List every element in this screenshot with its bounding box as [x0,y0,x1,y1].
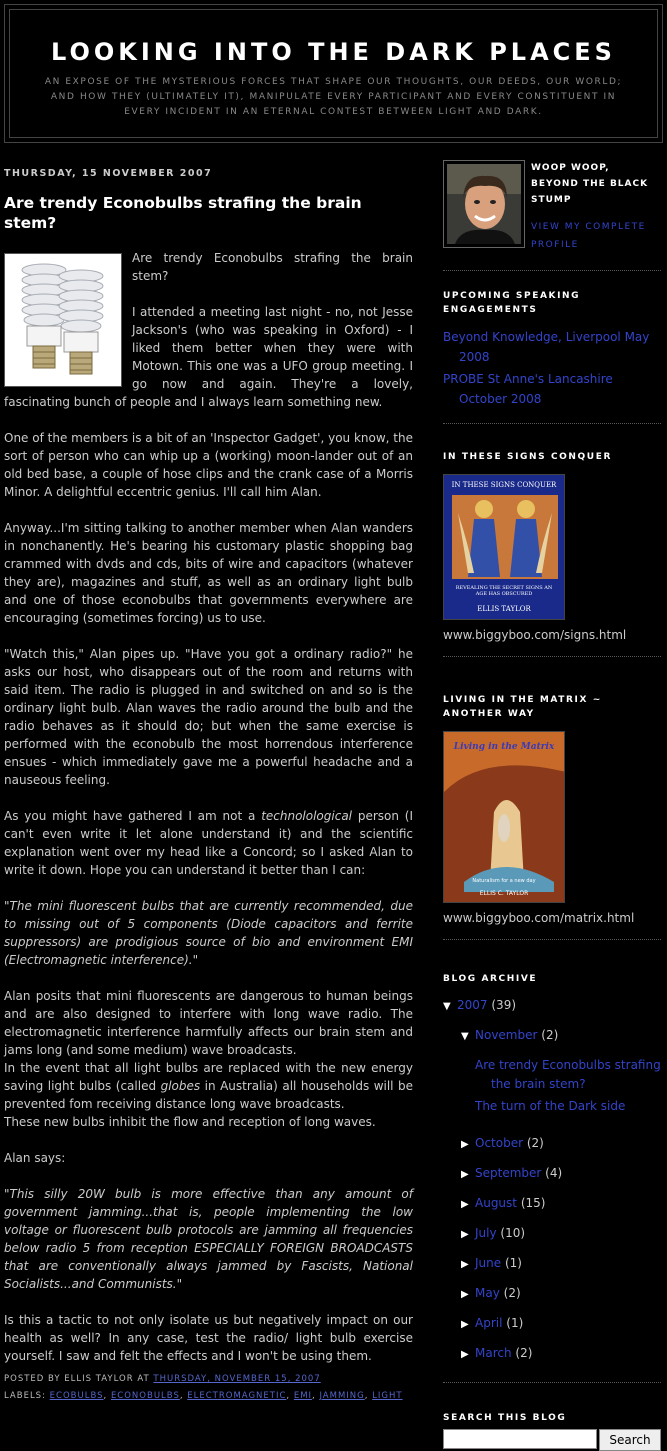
main-column [4,168,413,1405]
quote-text: "The mini fluorescent bulbs that are currently recommended, due to missing out of 5 components (Diode capacitors and ferrite suppressors) are prodigious source of bio and environment EMI (Electromagnetic interference)." [4,899,413,967]
post-byline [4,1371,413,1388]
archive-month-link[interactable]: August [475,1196,517,1210]
search-button[interactable]: Search [599,1429,661,1451]
post-paragraph: I attended a meeting last night - no, not Jesse Jackson's (who was speaking in Oxford) - I liked them better when they were with Motown. This one was a UFO group meeting. I go now and again. They're a lovely, fascinating bunch of people and I always learn something new. [4,305,413,409]
archive-month-link[interactable]: March [475,1346,512,1360]
archive-month-row [443,1344,661,1364]
blog-header [4,4,663,143]
post-paragraph: Is this a tactic to not only isolate us but negatively impact on our health as well? In any case, test the radio/ light bulb exercise yourself. I saw and felt the effects and I won't be using them. [4,1313,413,1363]
archive-month-row [443,1026,661,1046]
archive-post-link[interactable]: The turn of the Dark side [475,1099,626,1113]
speaking-link[interactable]: PROBE St Anne's Lancashire October 2008 [443,372,613,406]
archive-month-count: (10) [500,1226,526,1240]
quote-text: "This silly 20W bulb is more effective than any amount of government jamming...that is, people implementing the low voltage or fluorescent bulb protocols are jamming all frequencies below radio 5 from reception ESPECIALLY FOREIGN BROADCASTS that are conventionally always jammed by Fascists, National Socialists...and Communists." [4,1187,413,1291]
labels-label: LABELS: [4,1391,46,1401]
quote [4,1185,413,1293]
blog-description: AN EXPOSE OF THE MYSTERIOUS FORCES THAT SHAPE OUR THOUGHTS, OUR DEEDS, OUR WORLD; AND HOW THEY (ULTIMATELY IT), MANIPULATE EVERY PARTICIPANT AND EVERY CONSTITUENT IN EVERY INCIDENT IN AN ETERNAL CONTEST BETWEEN LIGHT AND DARK. [44,77,623,117]
archive-month-row [443,1164,661,1184]
archive-month-row [443,1194,661,1214]
collapsed-arrow-icon[interactable]: ▶ [461,1319,469,1330]
expanded-arrow-icon[interactable]: ▼ [443,1001,451,1012]
book1-widget [443,442,661,657]
archive-year-link[interactable]: 2007 [457,998,488,1012]
book2-url: www.biggyboo.com/matrix.html [443,911,635,925]
avatar[interactable] [443,160,525,248]
label-link[interactable]: EMI [293,1391,313,1401]
post-labels: LABELS: ECOBULBS, ECONOBULBS, ELECTROMAGNETIC, EMI, JAMMING, LIGHT [4,1391,403,1401]
text-run: in Australia) all households will be prevented fom receiving distance long wave broadcasts. [4,1079,414,1111]
archive-month-link[interactable]: April [475,1316,503,1330]
post-paragraph: One of the members is a bit of an 'Inspector Gadget', you know, the sort of person who can whip up a (working) moon-lander out of an old bed base, a couple of hose clips and the crank case of a Morris Minor. A delightful eccentric genius. I'll call him Alan. [4,431,413,499]
blog-title[interactable]: LOOKING INTO THE DARK PLACES [51,38,616,66]
post-date: THURSDAY, 15 NOVEMBER 2007 [4,168,213,179]
archive-month-link[interactable]: November [475,1028,538,1042]
post-footer [4,1371,413,1405]
book1-cover[interactable] [443,474,565,620]
emphasis: globes [160,1079,201,1093]
sidebar [443,160,661,1451]
archive-month-count: (2) [503,1286,521,1300]
archive-month-row [443,1224,661,1244]
archive-year-count: (39) [491,998,517,1012]
archive-month-link[interactable]: October [475,1136,524,1150]
profile-name: WOOP WOOP, BEYOND THE BLACK STUMP [531,163,649,205]
text-run: person (I can't even write it let alone understand it) and the scientific explanation went over my head like a Concord; so I asked Alan to write it down. Hope you can understand it better than I can: [4,809,414,877]
search-box [443,1429,661,1451]
archive-month-row [443,1284,661,1304]
book1-cover-subtitle: REVEALING THE SECRET SIGNS AN AGE HAS OBSCURED [455,585,553,597]
post-paragraph: Alan posits that mini fluorescents are dangerous to human beings and are also designed to interfere with long wave radio. The electromagnetic interference harmfully affects our brain stem and jams long (and some medium) wave broadcasts. [4,989,413,1057]
profile-widget [443,160,661,271]
speaking-widget [443,289,661,424]
post-paragraph [4,807,413,879]
widget-title: UPCOMING SPEAKING ENGAGEMENTS [443,291,581,315]
archive-month-count: (1) [504,1256,522,1270]
archive-month-count: (1) [506,1316,524,1330]
book2-cover-title: Living in the Matrix [453,742,555,752]
archive-month-count: (2) [515,1346,533,1360]
header-inner [9,9,658,138]
econobulb-icon [9,258,117,382]
book2-cover-subtitle: Naturalism for a new day [472,878,536,884]
post-body [4,249,413,1365]
archive-month-link[interactable]: September [475,1166,542,1180]
archive-month-row [443,1254,661,1274]
archive-month-link[interactable]: May [475,1286,500,1300]
post-title[interactable]: Are trendy Econobulbs strafing the brain stem? [4,194,362,232]
book1-url: www.biggyboo.com/signs.html [443,628,627,642]
post-paragraph: Anyway...I'm sitting talking to another member when Alan wanders in nonchanently. He's bearing his customary plastic shopping bag crammed with dvds and cds, bits of wire and capacitors (whatever they are), magazines and stuff, as well as an ordinary light bulb and one of those econobulbs that governments everywhere are encouraging (sometimes forcing) us to use. [4,521,413,625]
archive-month-link[interactable]: July [475,1226,497,1240]
view-profile-link[interactable]: VIEW MY COMPLETE PROFILE [531,222,646,250]
archive-month-row [443,1314,661,1334]
book1-cover-title: IN THESE SIGNS CONQUER [451,481,557,489]
post-paragraph: These new bulbs inhibit the flow and reception of long waves. [4,1115,376,1129]
archive-post-link[interactable]: Are trendy Econobulbs strafing the brain stem? [475,1058,661,1091]
label-link[interactable]: LIGHT [372,1391,403,1401]
post-paragraph [4,1059,413,1113]
book2-widget [443,675,661,940]
collapsed-arrow-icon[interactable]: ▶ [461,1289,469,1300]
label-link[interactable]: ELECTROMAGNETIC [187,1391,287,1401]
label-link[interactable]: ECOBULBS [49,1391,104,1401]
label-link[interactable]: ECONOBULBS [110,1391,180,1401]
book1-cover-author: ELLIS TAYLOR [477,605,531,613]
quote [4,897,413,969]
collapsed-arrow-icon[interactable]: ▶ [461,1229,469,1240]
post-paragraph: Alan says: [4,1151,66,1165]
archive-month-row [443,1134,661,1154]
archive-month-count: (15) [520,1196,546,1210]
speaking-link[interactable]: Beyond Knowledge, Liverpool May 2008 [443,330,650,364]
widget-title: IN THESE SIGNS CONQUER [443,452,612,462]
archive-year-row [443,996,661,1016]
post-paragraph: Are trendy Econobulbs strafing the brain stem? [132,251,413,283]
profile-info [531,160,661,254]
posted-by: POSTED BY ELLIS TAYLOR AT [4,1374,150,1384]
archive-month-link[interactable]: June [475,1256,502,1270]
collapsed-arrow-icon[interactable]: ▶ [461,1349,469,1360]
text-run: As you might have gathered I am not a [4,809,262,823]
angels-icon [444,493,565,581]
search-input[interactable] [443,1429,597,1449]
post-paragraph: "Watch this," Alan pipes up. "Have you got a ordinary radio?" he asks our host, who disappears out of the room and returns with said item. The radio is plugged in and switched on and so is the ordinary light bulb. Alan waves the radio around the bulb and the radio behaves as it should do; but when the same exercise is performed with the econobulb the most horrendous interference ensues - which immediately gave me a powerful headache and a nauseous feeling. [4,647,413,787]
avatar-photo-icon [447,164,521,244]
label-link[interactable]: JAMMING [319,1391,365,1401]
collapsed-arrow-icon[interactable]: ▶ [461,1139,469,1150]
emphasis: technolological [261,809,353,823]
widget-title: BLOG ARCHIVE [443,974,538,984]
expanded-arrow-icon[interactable]: ▼ [461,1031,469,1042]
archive-month-count: (4) [545,1166,563,1180]
archive-widget [443,958,661,1383]
text-run: In the event that all light bulbs are replaced with the new energy saving light bulbs (called [4,1061,413,1093]
search-widget [443,1401,661,1451]
collapsed-arrow-icon[interactable]: ▶ [461,1199,469,1210]
collapsed-arrow-icon[interactable]: ▶ [461,1169,469,1180]
book2-cover[interactable] [443,731,565,903]
archive-month-count: (2) [541,1028,559,1042]
widget-title: LIVING IN THE MATRIX ~ ANOTHER WAY [443,695,602,719]
collapsed-arrow-icon[interactable]: ▶ [461,1259,469,1270]
book2-cover-author: ELLIS C. TAYLOR [479,890,529,897]
archive-month-count: (2) [526,1136,544,1150]
post-timestamp-link[interactable]: THURSDAY, NOVEMBER 15, 2007 [153,1374,321,1384]
bulb-image[interactable] [4,253,122,387]
widget-title: SEARCH THIS BLOG [443,1413,567,1423]
